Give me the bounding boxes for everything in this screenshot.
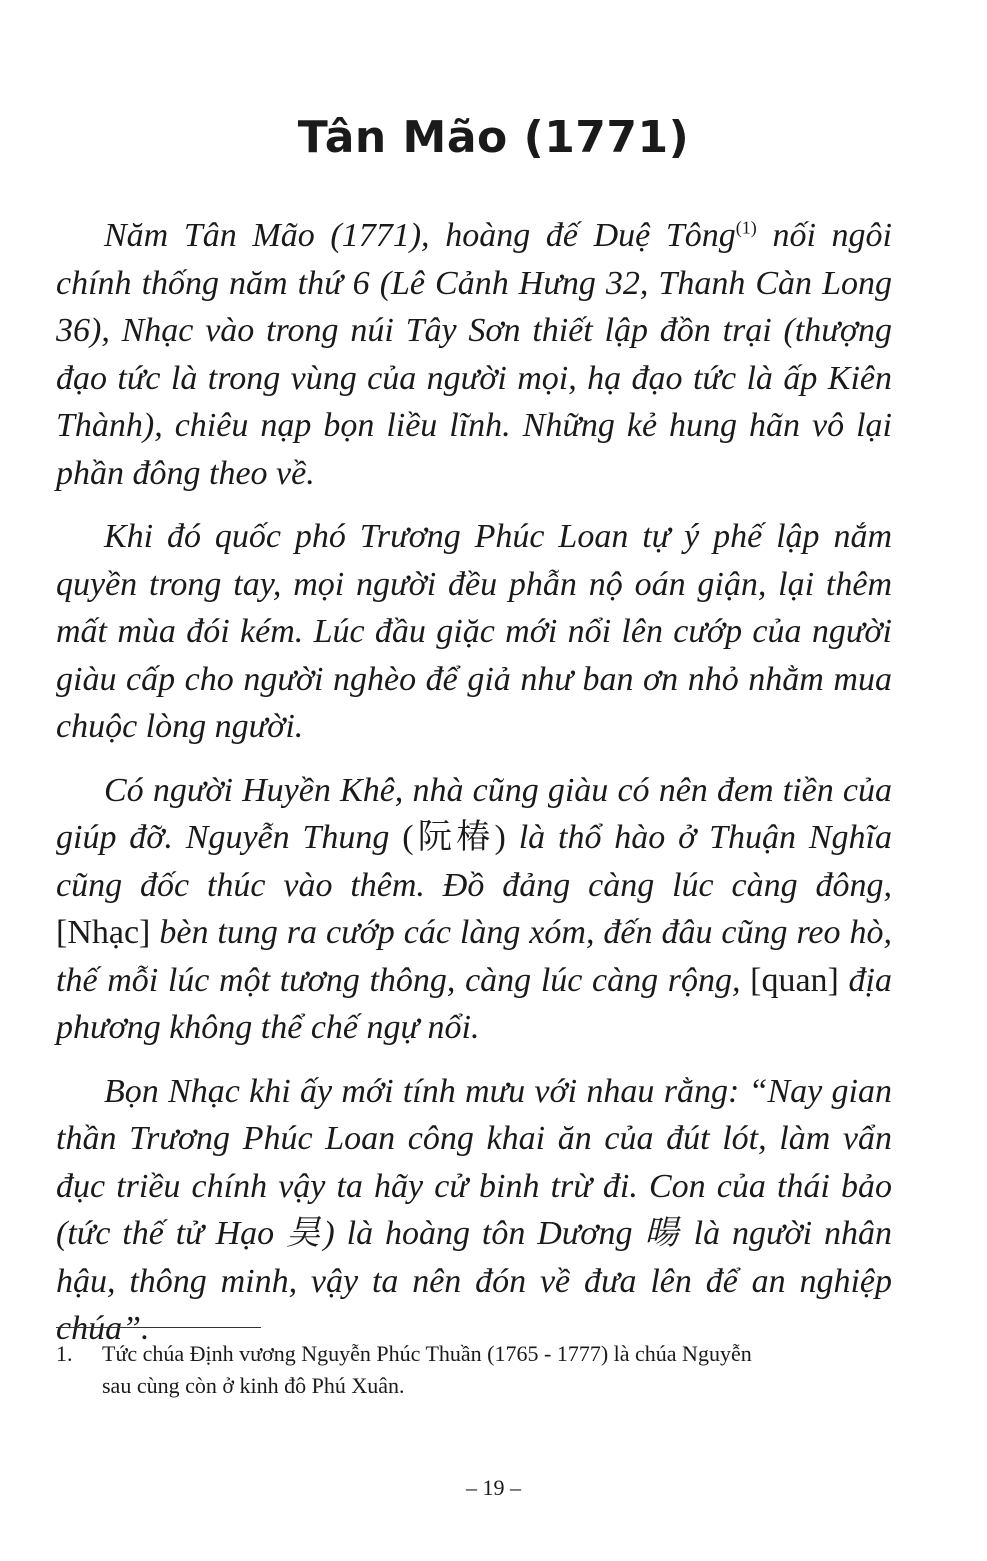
bracket-insertion-nhac: [Nhạc] bbox=[56, 914, 151, 951]
body-text bbox=[56, 212, 892, 1369]
footnote-text-1: Tức chúa Định vương Nguyễn Phúc Thuần (1765 - 1777) là chúa Nguyễn bbox=[102, 1341, 752, 1366]
footnote bbox=[56, 1338, 892, 1402]
paragraph-3-text-d: địa phương không thể chế ngự nổi. bbox=[56, 961, 892, 1046]
han-characters: (阮椿) bbox=[402, 819, 506, 856]
paragraph-3-text-a: Có người Huyền Khê, nhà cũng giàu có nên đem tiền của giúp đỡ. Nguyễn Thung bbox=[56, 771, 892, 856]
footnote-divider bbox=[56, 1327, 261, 1328]
bracket-insertion-quan: [quan] bbox=[750, 961, 839, 999]
paragraph-1-text-a: Năm Tân Mão (1771), hoàng đế Duệ Tông bbox=[104, 217, 736, 254]
page-number: – 19 – bbox=[466, 1475, 521, 1500]
paragraph-1 bbox=[56, 212, 892, 497]
paragraph-1-text-b: nối ngôi chính thống năm thứ 6 (Lê Cảnh Hưng 32, Thanh Càn Long 36), Nhạc vào trong núi Tây Sơn thiết lập đồn trại (thượng đạo tức là trong vùng của người mọi, hạ đạo tức là ấp Kiên Thành), chiêu nạp bọn liều lĩnh. Những kẻ hung hãn vô lại phần đông theo về. bbox=[56, 217, 892, 492]
paragraph-4: Bọn Nhạc khi ấy mới tính mưu với nhau rằng: “Nay gian thần Trương Phúc Loan công khai ăn của đút lót, làm vẩn đục triều chính vậy ta hãy cử binh trừ đi. Con của thái bảo (tức thế tử Hạo 昊) là hoàng tôn Dương 暘 là người nhân hậu, thông minh, vậy ta nên đón về đưa lên để an nghiệp chúa”. bbox=[56, 1072, 892, 1347]
paragraph-3 bbox=[56, 767, 892, 1052]
footnote-number: 1. bbox=[56, 1341, 73, 1366]
chapter-title: Tân Mão (1771) bbox=[297, 112, 690, 163]
paragraph-2: Khi đó quốc phó Trương Phúc Loan tự ý phế lập nắm quyền trong tay, mọi người đều phẫn nộ oán giận, lại thêm mất mùa đói kém. Lúc đầu giặc mới nổi lên cướp của người giàu cấp cho người nghèo để giả như ban ơn nhỏ nhằm mua chuộc lòng người. bbox=[56, 518, 892, 745]
footnote-line-1 bbox=[56, 1338, 892, 1370]
paragraph-3-text-c: bèn tung ra cướp các làng xóm, đến đâu cũng reo hò, thế mỗi lúc một tương thông, càng lúc càng rộng, bbox=[56, 914, 892, 999]
paragraph-3-text-b: là thổ hào ở Thuận Nghĩa cũng đốc thúc vào thêm. Đồ đảng càng lúc càng đông, bbox=[56, 819, 892, 904]
footnote-reference: (1) bbox=[735, 217, 757, 238]
footnote-text-2: sau cùng còn ở kinh đô Phú Xuân. bbox=[102, 1373, 405, 1398]
